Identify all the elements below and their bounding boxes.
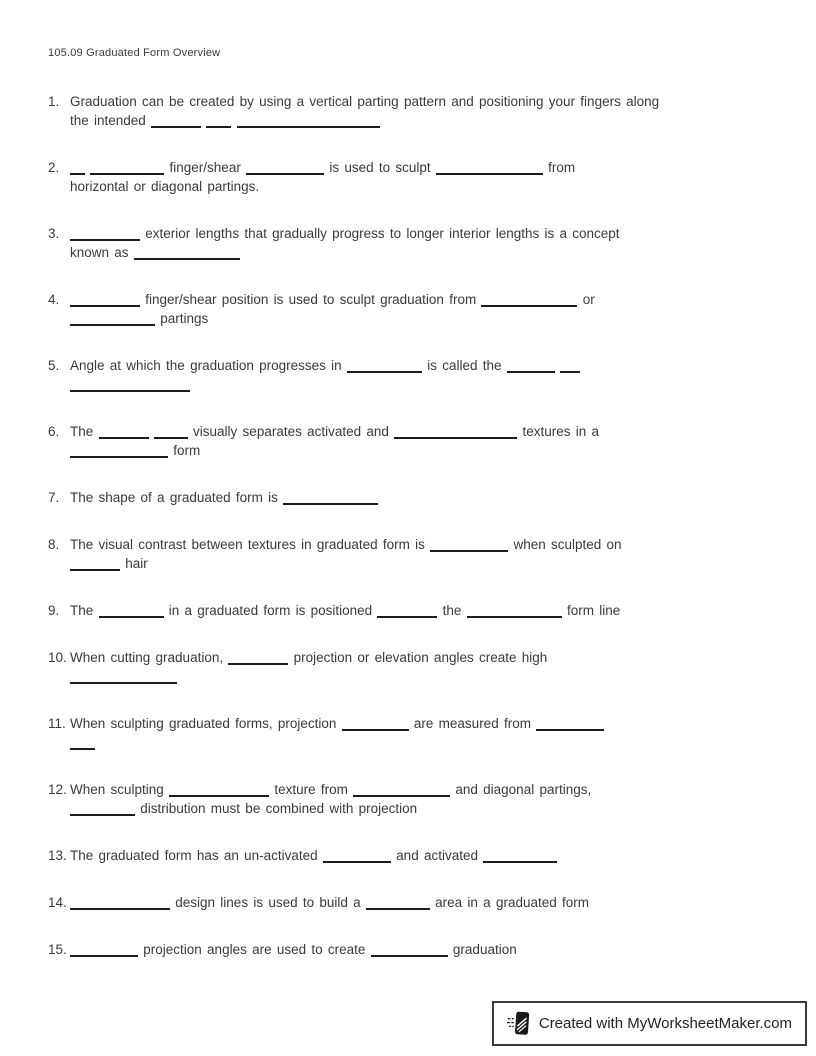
answer-blank bbox=[169, 783, 269, 797]
answer-blank bbox=[366, 896, 430, 910]
answer-blank bbox=[70, 378, 190, 392]
question-number: 9. bbox=[48, 603, 60, 618]
question-number: 11. bbox=[48, 716, 66, 731]
question-number: 15. bbox=[48, 942, 67, 957]
question-item bbox=[48, 224, 770, 262]
answer-blank bbox=[430, 538, 508, 552]
answer-blank bbox=[481, 293, 577, 307]
question-text: finger/shear position is used to sculpt graduation from or partings bbox=[70, 290, 770, 328]
answer-blank bbox=[323, 849, 391, 863]
question-text: exterior lengths that gradually progress to longer interior lengths is a concept known as bbox=[70, 226, 620, 260]
answer-blank bbox=[134, 246, 240, 260]
answer-blank bbox=[371, 943, 448, 957]
question-item bbox=[48, 893, 770, 912]
question-text: finger/shear is used to sculpt from horizontal or diagonal partings. bbox=[70, 160, 576, 194]
question-number: 1. bbox=[48, 94, 60, 109]
question-text: Angle at which the graduation progresses in is called the bbox=[70, 356, 770, 394]
question-item bbox=[48, 780, 770, 818]
question-text: The in a graduated form is positioned the form line bbox=[70, 603, 621, 618]
answer-blank bbox=[353, 783, 450, 797]
question-number: 5. bbox=[48, 358, 60, 373]
question-text: The shape of a graduated form is bbox=[70, 488, 770, 507]
question-text: design lines is used to build a area in a graduated form bbox=[70, 893, 770, 912]
answer-blank bbox=[342, 717, 409, 731]
question-number: 8. bbox=[48, 537, 60, 552]
question-text: When sculpting texture from and diagonal partings, distribution must be combined with projection bbox=[70, 782, 592, 816]
question-item bbox=[48, 648, 770, 686]
question-number: 6. bbox=[48, 424, 60, 439]
page-title: 105.09 Graduated Form Overview bbox=[48, 47, 221, 59]
question-text: The graduated form has an un-activated and activated bbox=[70, 846, 770, 865]
question-text: The visual contrast between textures in graduated form is when sculpted on hair bbox=[70, 537, 622, 571]
answer-blank bbox=[436, 161, 543, 175]
answer-blank bbox=[70, 293, 140, 307]
answer-blank bbox=[467, 604, 562, 618]
answer-blank bbox=[70, 896, 170, 910]
answer-blank bbox=[246, 161, 324, 175]
question-number: 3. bbox=[48, 226, 60, 241]
question-list bbox=[48, 92, 770, 987]
question-text: Graduation can be created by using a vertical parting pattern and positioning your fingers along the intended bbox=[70, 94, 660, 128]
question-item bbox=[48, 158, 770, 196]
answer-blank bbox=[70, 227, 140, 241]
answer-blank bbox=[394, 425, 517, 439]
question-number: 13. bbox=[48, 848, 67, 863]
answer-blank bbox=[483, 849, 557, 863]
answer-blank bbox=[347, 359, 422, 373]
question-item bbox=[48, 488, 770, 507]
answer-blank bbox=[90, 161, 164, 175]
answer-blank bbox=[99, 604, 164, 618]
answer-blank bbox=[237, 114, 380, 128]
answer-blank bbox=[151, 114, 201, 128]
question-item bbox=[48, 940, 770, 959]
answer-blank bbox=[70, 444, 168, 458]
worksheet-maker-logo-icon bbox=[507, 1010, 530, 1037]
answer-blank bbox=[560, 359, 580, 373]
question-item bbox=[48, 601, 770, 620]
answer-blank bbox=[70, 802, 135, 816]
question-text: When sculpting graduated forms, projection are measured from bbox=[70, 714, 770, 752]
answer-blank bbox=[283, 491, 378, 505]
answer-blank bbox=[99, 425, 149, 439]
question-item bbox=[48, 846, 770, 865]
answer-blank bbox=[154, 425, 188, 439]
footer-credit-text: Created with MyWorksheetMaker.com bbox=[538, 1015, 792, 1032]
answer-blank bbox=[70, 557, 120, 571]
question-text: The visually separates activated and textures in a form bbox=[70, 424, 599, 458]
question-item bbox=[48, 535, 770, 573]
answer-blank bbox=[70, 943, 138, 957]
answer-blank bbox=[70, 736, 95, 750]
question-number: 10. bbox=[48, 650, 67, 665]
question-item bbox=[48, 714, 770, 752]
question-item bbox=[48, 422, 770, 460]
question-item bbox=[48, 290, 770, 328]
answer-blank bbox=[228, 651, 288, 665]
answer-blank bbox=[70, 670, 177, 684]
question-item bbox=[48, 92, 770, 130]
answer-blank bbox=[377, 604, 437, 618]
question-number: 7. bbox=[48, 490, 60, 505]
footer-credit bbox=[492, 1001, 807, 1046]
answer-blank bbox=[536, 717, 604, 731]
answer-blank bbox=[206, 114, 231, 128]
answer-blank bbox=[70, 161, 85, 175]
question-number: 12. bbox=[48, 782, 67, 797]
question-number: 2. bbox=[48, 160, 60, 175]
question-item bbox=[48, 356, 770, 394]
answer-blank bbox=[70, 312, 155, 326]
question-text: When cutting graduation, projection or elevation angles create high bbox=[70, 648, 770, 686]
answer-blank bbox=[507, 359, 555, 373]
question-text: projection angles are used to create graduation bbox=[70, 940, 770, 959]
question-number: 14. bbox=[48, 895, 67, 910]
question-number: 4. bbox=[48, 292, 60, 307]
